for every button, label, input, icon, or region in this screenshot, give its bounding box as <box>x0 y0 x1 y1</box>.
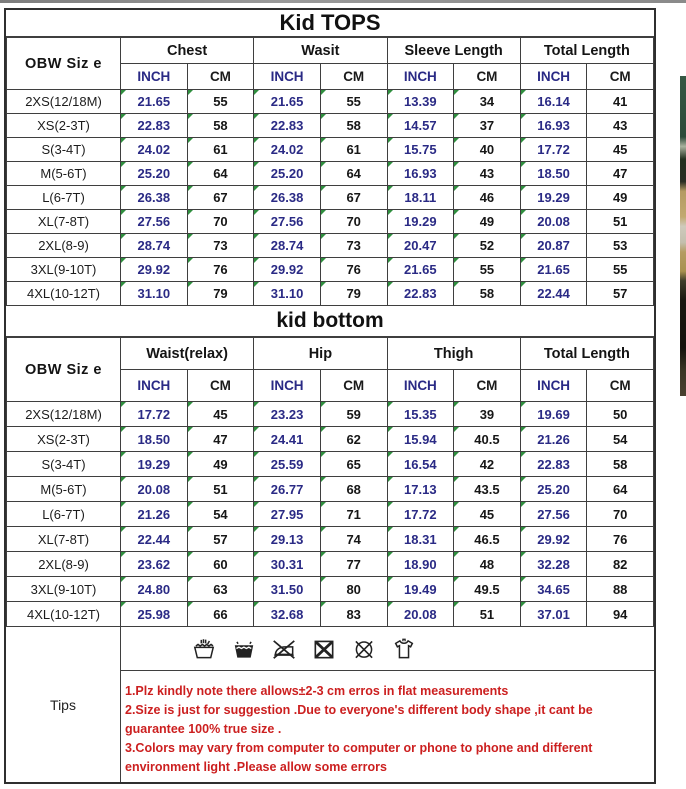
unit-cm: CM <box>587 370 654 402</box>
thigh-cm-value: 45 <box>454 502 521 527</box>
waist-inch-value: 21.26 <box>121 502 188 527</box>
chest-cm-value: 64 <box>187 162 254 186</box>
size-row <box>7 162 654 186</box>
size-row <box>7 602 654 627</box>
tip-line-3: guarantee 100% true size . <box>125 722 282 736</box>
thigh-cm-value: 48 <box>454 552 521 577</box>
total-length-inch-value: 25.20 <box>520 477 587 502</box>
size-label: 2XL(8-9) <box>7 552 121 577</box>
total-length-cm-value: 43 <box>587 114 654 138</box>
thigh-inch-value: 19.49 <box>387 577 454 602</box>
kid-bottom-body <box>7 402 654 627</box>
do-not-tumble-dry-icon <box>311 636 337 662</box>
thigh-inch-value: 18.31 <box>387 527 454 552</box>
chest-cm-value: 76 <box>187 258 254 282</box>
size-chart-sheet <box>4 8 656 784</box>
size-row <box>7 186 654 210</box>
size-label: S(3-4T) <box>7 138 121 162</box>
total-length-cm-value: 64 <box>587 477 654 502</box>
size-row <box>7 258 654 282</box>
total-length-cm-value: 76 <box>587 527 654 552</box>
hip-cm-value: 62 <box>320 427 387 452</box>
hip-inch-value: 24.41 <box>254 427 321 452</box>
hip-inch-value: 26.77 <box>254 477 321 502</box>
unit-inch: INCH <box>387 64 454 90</box>
thigh-inch-value: 17.13 <box>387 477 454 502</box>
hip-inch-value: 32.68 <box>254 602 321 627</box>
top-crop-edge <box>0 0 686 3</box>
unit-inch: INCH <box>520 370 587 402</box>
total-length-cm-value: 45 <box>587 138 654 162</box>
chest-cm-value: 58 <box>187 114 254 138</box>
waist-cm-value: 45 <box>187 402 254 427</box>
total-length-cm-value: 47 <box>587 162 654 186</box>
size-label: 3XL(9-10T) <box>7 258 121 282</box>
size-column-header: OBW Siz e <box>7 38 121 90</box>
chest-cm-value: 79 <box>187 282 254 306</box>
size-row <box>7 114 654 138</box>
kid-tops-body <box>7 90 654 306</box>
size-column-header: OBW Siz e <box>7 338 121 402</box>
size-row <box>7 234 654 258</box>
size-row <box>7 477 654 502</box>
size-label: XL(7-8T) <box>7 210 121 234</box>
chest-inch-value: 24.02 <box>121 138 188 162</box>
unit-cm: CM <box>320 370 387 402</box>
hip-cm-value: 71 <box>320 502 387 527</box>
waist-cm-value: 60 <box>187 552 254 577</box>
total-length-cm-value: 94 <box>587 602 654 627</box>
total-length-cm-value: 50 <box>587 402 654 427</box>
chest-inch-value: 28.74 <box>121 234 188 258</box>
thigh-inch-value: 15.35 <box>387 402 454 427</box>
sleeve-inch-value: 21.65 <box>387 258 454 282</box>
waist-inch-value: 24.80 <box>121 577 188 602</box>
size-row <box>7 427 654 452</box>
sleeve-inch-value: 13.39 <box>387 90 454 114</box>
unit-inch: INCH <box>254 64 321 90</box>
thigh-cm-value: 49.5 <box>454 577 521 602</box>
size-label: 2XS(12/18M) <box>7 90 121 114</box>
thigh-cm-value: 46.5 <box>454 527 521 552</box>
unit-cm: CM <box>187 370 254 402</box>
tip-line-2: 2.Size is just for suggestion .Due to everyone's different body shape ,it cant be <box>125 703 593 717</box>
total-length-cm-value: 51 <box>587 210 654 234</box>
thigh-cm-value: 40.5 <box>454 427 521 452</box>
tip-line-5: environment light .Please allow some errors <box>125 760 387 774</box>
unit-inch: INCH <box>121 64 188 90</box>
sleeve-cm-value: 40 <box>454 138 521 162</box>
wasit-inch-value: 24.02 <box>254 138 321 162</box>
garment-icon <box>391 636 417 662</box>
group-header-sleeve-length: Sleeve Length <box>387 38 520 64</box>
group-header-wasit: Wasit <box>254 38 387 64</box>
wasit-inch-value: 29.92 <box>254 258 321 282</box>
total-length-inch-value: 22.44 <box>520 282 587 306</box>
sleeve-cm-value: 34 <box>454 90 521 114</box>
thigh-inch-value: 16.54 <box>387 452 454 477</box>
total-length-cm-value: 49 <box>587 186 654 210</box>
size-label: 4XL(10-12T) <box>7 282 121 306</box>
sleeve-inch-value: 22.83 <box>387 282 454 306</box>
wasit-cm-value: 79 <box>320 282 387 306</box>
waist-cm-value: 54 <box>187 502 254 527</box>
sleeve-cm-value: 46 <box>454 186 521 210</box>
thigh-cm-value: 43.5 <box>454 477 521 502</box>
unit-inch: INCH <box>387 370 454 402</box>
wasit-inch-value: 31.10 <box>254 282 321 306</box>
kid-tops-table <box>6 37 654 306</box>
wasit-inch-value: 28.74 <box>254 234 321 258</box>
unit-cm: CM <box>454 370 521 402</box>
group-header-thigh: Thigh <box>387 338 520 370</box>
kid-bottom-table <box>6 337 654 627</box>
size-label: L(6-7T) <box>7 502 121 527</box>
hip-cm-value: 80 <box>320 577 387 602</box>
thigh-cm-value: 42 <box>454 452 521 477</box>
chest-cm-value: 55 <box>187 90 254 114</box>
size-row <box>7 452 654 477</box>
size-row <box>7 402 654 427</box>
size-label: 3XL(9-10T) <box>7 577 121 602</box>
total-length-inch-value: 21.26 <box>520 427 587 452</box>
group-header-hip: Hip <box>254 338 387 370</box>
total-length-cm-value: 58 <box>587 452 654 477</box>
wasit-inch-value: 21.65 <box>254 90 321 114</box>
total-length-cm-value: 88 <box>587 577 654 602</box>
hip-cm-value: 65 <box>320 452 387 477</box>
total-length-inch-value: 18.50 <box>520 162 587 186</box>
unit-inch: INCH <box>121 370 188 402</box>
hand-wash-icon <box>191 636 217 662</box>
size-row <box>7 552 654 577</box>
kid-bottom-title: kid bottom <box>6 306 654 337</box>
wasit-cm-value: 76 <box>320 258 387 282</box>
waist-cm-value: 49 <box>187 452 254 477</box>
wash-tub-icon <box>231 636 257 662</box>
tips-content <box>121 627 654 782</box>
size-row <box>7 527 654 552</box>
total-length-inch-value: 20.87 <box>520 234 587 258</box>
total-length-inch-value: 16.14 <box>520 90 587 114</box>
hip-inch-value: 30.31 <box>254 552 321 577</box>
sleeve-cm-value: 55 <box>454 258 521 282</box>
care-icons-row <box>121 627 654 671</box>
hip-inch-value: 31.50 <box>254 577 321 602</box>
total-length-inch-value: 27.56 <box>520 502 587 527</box>
chest-cm-value: 73 <box>187 234 254 258</box>
size-label: 2XL(8-9) <box>7 234 121 258</box>
size-row <box>7 138 654 162</box>
waist-inch-value: 20.08 <box>121 477 188 502</box>
wasit-cm-value: 58 <box>320 114 387 138</box>
hip-cm-value: 83 <box>320 602 387 627</box>
cropped-photo-edge <box>680 76 686 396</box>
size-label: M(5-6T) <box>7 477 121 502</box>
tips-label: Tips <box>6 627 121 782</box>
chest-inch-value: 29.92 <box>121 258 188 282</box>
total-length-inch-value: 19.69 <box>520 402 587 427</box>
size-row <box>7 577 654 602</box>
kid-tops-title: Kid TOPS <box>6 10 654 37</box>
size-row <box>7 502 654 527</box>
total-length-cm-value: 41 <box>587 90 654 114</box>
kid-bottom-group-header-row <box>7 338 654 370</box>
chest-inch-value: 25.20 <box>121 162 188 186</box>
waist-cm-value: 51 <box>187 477 254 502</box>
chest-inch-value: 26.38 <box>121 186 188 210</box>
tip-line-4: 3.Colors may vary from computer to computer or phone to phone and different <box>125 741 593 755</box>
waist-cm-value: 57 <box>187 527 254 552</box>
group-header-waist-relax: Waist(relax) <box>121 338 254 370</box>
total-length-cm-value: 57 <box>587 282 654 306</box>
waist-cm-value: 63 <box>187 577 254 602</box>
unit-cm: CM <box>454 64 521 90</box>
sleeve-inch-value: 15.75 <box>387 138 454 162</box>
total-length-inch-value: 37.01 <box>520 602 587 627</box>
hip-cm-value: 59 <box>320 402 387 427</box>
total-length-inch-value: 21.65 <box>520 258 587 282</box>
chest-inch-value: 31.10 <box>121 282 188 306</box>
total-length-cm-value: 53 <box>587 234 654 258</box>
size-label: XL(7-8T) <box>7 527 121 552</box>
kid-tops-group-header-row <box>7 38 654 64</box>
total-length-cm-value: 55 <box>587 258 654 282</box>
total-length-inch-value: 17.72 <box>520 138 587 162</box>
total-length-cm-value: 54 <box>587 427 654 452</box>
size-label: XS(2-3T) <box>7 427 121 452</box>
sleeve-cm-value: 43 <box>454 162 521 186</box>
total-length-inch-value: 22.83 <box>520 452 587 477</box>
thigh-cm-value: 39 <box>454 402 521 427</box>
wasit-cm-value: 70 <box>320 210 387 234</box>
wasit-cm-value: 61 <box>320 138 387 162</box>
size-label: 4XL(10-12T) <box>7 602 121 627</box>
wasit-inch-value: 27.56 <box>254 210 321 234</box>
size-label: 2XS(12/18M) <box>7 402 121 427</box>
hip-cm-value: 68 <box>320 477 387 502</box>
group-header-total-length: Total Length <box>520 38 653 64</box>
tips-section <box>6 627 654 782</box>
waist-inch-value: 22.44 <box>121 527 188 552</box>
sleeve-cm-value: 49 <box>454 210 521 234</box>
sleeve-inch-value: 19.29 <box>387 210 454 234</box>
wasit-cm-value: 55 <box>320 90 387 114</box>
thigh-inch-value: 20.08 <box>387 602 454 627</box>
waist-cm-value: 47 <box>187 427 254 452</box>
chest-inch-value: 22.83 <box>121 114 188 138</box>
total-length-cm-value: 70 <box>587 502 654 527</box>
wasit-cm-value: 64 <box>320 162 387 186</box>
tip-line-1: 1.Plz kindly note there allows±2-3 cm erros in flat measurements <box>125 684 509 698</box>
sleeve-inch-value: 20.47 <box>387 234 454 258</box>
sleeve-cm-value: 52 <box>454 234 521 258</box>
wasit-cm-value: 73 <box>320 234 387 258</box>
tips-text <box>121 671 654 777</box>
wasit-inch-value: 25.20 <box>254 162 321 186</box>
unit-inch: INCH <box>520 64 587 90</box>
wasit-inch-value: 26.38 <box>254 186 321 210</box>
sleeve-inch-value: 14.57 <box>387 114 454 138</box>
chest-cm-value: 61 <box>187 138 254 162</box>
unit-inch: INCH <box>254 370 321 402</box>
thigh-inch-value: 15.94 <box>387 427 454 452</box>
size-row <box>7 90 654 114</box>
hip-cm-value: 74 <box>320 527 387 552</box>
total-length-inch-value: 32.28 <box>520 552 587 577</box>
hip-cm-value: 77 <box>320 552 387 577</box>
sleeve-cm-value: 37 <box>454 114 521 138</box>
thigh-cm-value: 51 <box>454 602 521 627</box>
hip-inch-value: 27.95 <box>254 502 321 527</box>
hip-inch-value: 23.23 <box>254 402 321 427</box>
total-length-inch-value: 19.29 <box>520 186 587 210</box>
unit-cm: CM <box>320 64 387 90</box>
do-not-iron-icon <box>271 636 297 662</box>
total-length-inch-value: 29.92 <box>520 527 587 552</box>
size-label: M(5-6T) <box>7 162 121 186</box>
group-header-chest: Chest <box>121 38 254 64</box>
waist-inch-value: 23.62 <box>121 552 188 577</box>
sleeve-inch-value: 18.11 <box>387 186 454 210</box>
sleeve-cm-value: 58 <box>454 282 521 306</box>
group-header-total-length: Total Length <box>520 338 653 370</box>
chest-cm-value: 70 <box>187 210 254 234</box>
thigh-inch-value: 18.90 <box>387 552 454 577</box>
thigh-inch-value: 17.72 <box>387 502 454 527</box>
waist-inch-value: 18.50 <box>121 427 188 452</box>
waist-inch-value: 17.72 <box>121 402 188 427</box>
hip-inch-value: 29.13 <box>254 527 321 552</box>
chest-inch-value: 21.65 <box>121 90 188 114</box>
size-label: L(6-7T) <box>7 186 121 210</box>
total-length-inch-value: 16.93 <box>520 114 587 138</box>
chest-cm-value: 67 <box>187 186 254 210</box>
waist-inch-value: 19.29 <box>121 452 188 477</box>
unit-cm: CM <box>187 64 254 90</box>
total-length-inch-value: 34.65 <box>520 577 587 602</box>
wasit-inch-value: 22.83 <box>254 114 321 138</box>
sleeve-inch-value: 16.93 <box>387 162 454 186</box>
size-label: XS(2-3T) <box>7 114 121 138</box>
total-length-inch-value: 20.08 <box>520 210 587 234</box>
waist-cm-value: 66 <box>187 602 254 627</box>
unit-cm: CM <box>587 64 654 90</box>
do-not-dry-clean-icon <box>351 636 377 662</box>
chest-inch-value: 27.56 <box>121 210 188 234</box>
waist-inch-value: 25.98 <box>121 602 188 627</box>
size-label: S(3-4T) <box>7 452 121 477</box>
hip-inch-value: 25.59 <box>254 452 321 477</box>
wasit-cm-value: 67 <box>320 186 387 210</box>
total-length-cm-value: 82 <box>587 552 654 577</box>
size-row <box>7 282 654 306</box>
size-row <box>7 210 654 234</box>
